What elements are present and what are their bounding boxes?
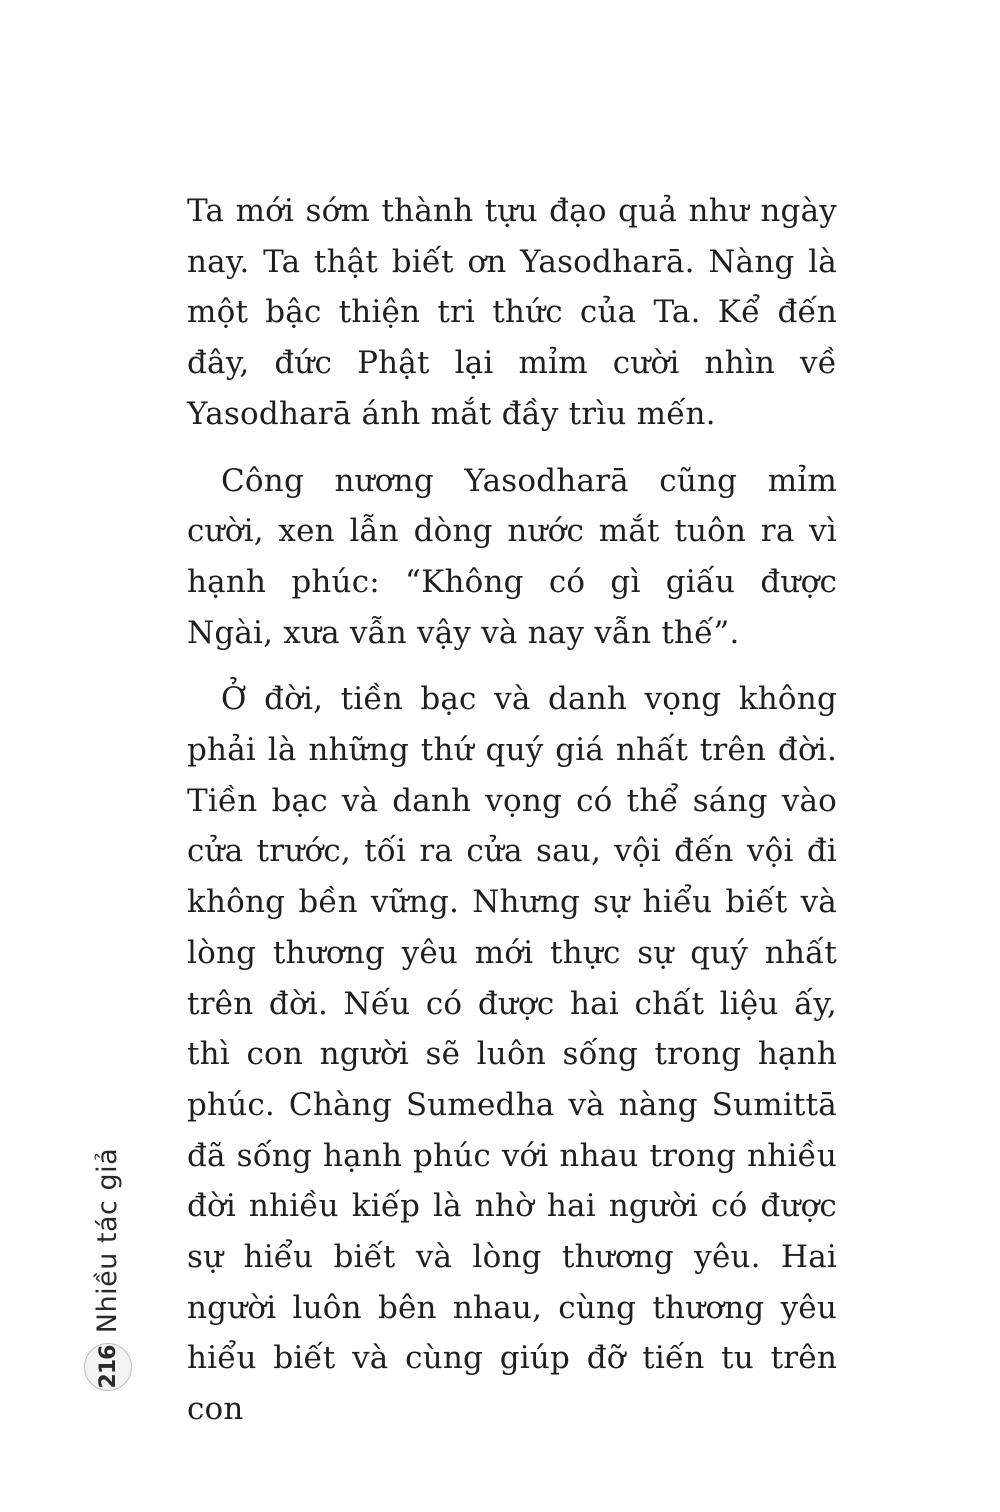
page-number-badge [84, 1343, 132, 1391]
author-label: Nhiều tác giả [92, 1147, 124, 1333]
paragraph-continuation: Ta mới sớm thành tựu đạo quả như ngày nay. Ta thật biết ơn Yasodharā. Nàng là một bậc thiện tri thức của Ta. Kể đến đây, đức Phật lại mỉm cười nhìn về Yasodharā ánh mắt đầy trìu mến. [187, 193, 837, 432]
page-number: 216 [95, 1345, 121, 1389]
body-text [187, 186, 837, 1451]
paragraph: Ở đời, tiền bạc và danh vọng không phải là những thứ quý giá nhất trên đời. Tiền bạc và danh vọng có thể sáng vào cửa trước, tối ra cửa sau, vội đến vội đi không bền vững. Nhưng sự hiểu biết và lòng thương yêu mới thực sự quý nhất trên đời. Nếu có được hai chất liệu ấy, thì con người sẽ luôn sống trong hạnh phúc. Chàng Sumedha và nàng Sumittā đã sống hạnh phúc với nhau trong nhiều đời nhiều kiếp là nhờ hai người có được sự hiểu biết và lòng thương yêu. Hai người luôn bên nhau, cùng thương yêu hiểu biết và cùng giúp đỡ tiến tu trên con [187, 681, 837, 1428]
paragraph: Công nương Yasodharā cũng mỉm cười, xen lẫn dòng nước mắt tuôn ra vì hạnh phúc: “Không có gì giấu được Ngài, xưa vẫn vậy và nay vẫn thế”. [187, 462, 837, 651]
author-running-head [88, 1147, 128, 1333]
